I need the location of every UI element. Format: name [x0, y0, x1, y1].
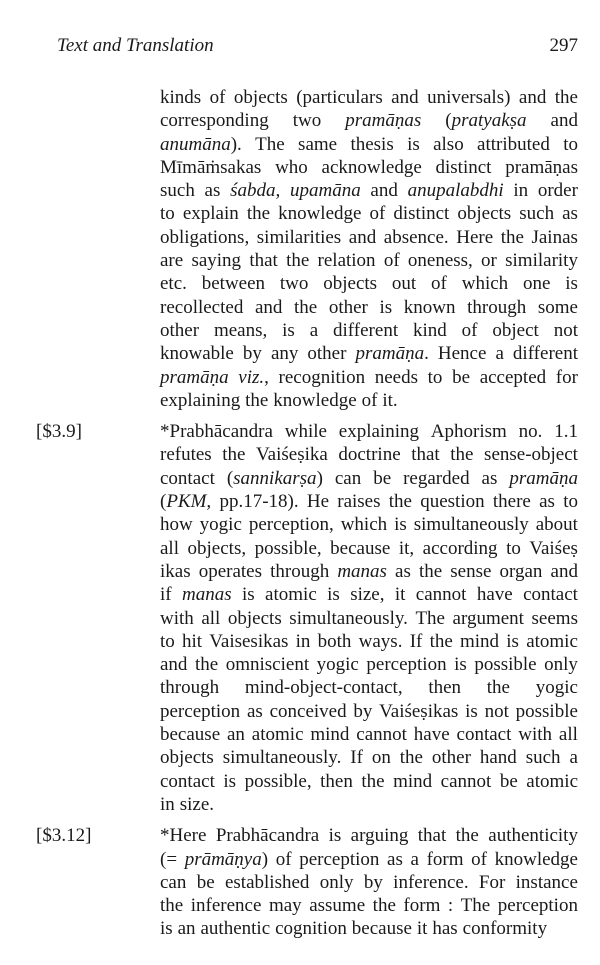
text-line: how yogic perception, which is simultaneously about: [160, 514, 578, 536]
text-line: in size.: [160, 793, 215, 815]
text-line: knowable by any other pramāṇa. Hence a different: [160, 343, 578, 365]
text-line: perception as conceived by Vaiśeṣikas is not possible: [160, 700, 578, 722]
text-line: *Here Prabhācandra is arguing that the authenticity: [160, 825, 578, 847]
text-line: pramāṇa viz., recognition needs to be accepted for: [160, 366, 578, 388]
text-line: *Prabhācandra while explaining Aphorism no. 1.1: [160, 421, 578, 443]
text-line: kinds of objects (particulars and universals) and the: [160, 87, 578, 108]
paragraph-gap: [0, 412, 600, 420]
section-reference-label: [$3.12]: [36, 825, 92, 847]
text-line: refutes the Vaiśeṣika doctrine that the sense-object: [160, 444, 578, 466]
text-line: if manas is atomic is size, it cannot have contact: [160, 584, 578, 606]
text-line: such as śabda, upamāna and anupalabdhi in order: [160, 180, 578, 202]
paragraph-gap: [0, 816, 600, 824]
text-line: obligations, similarities and absence. Here the Jainas: [160, 226, 578, 248]
section-reference-label: [$3.9]: [36, 421, 82, 443]
running-head: [57, 34, 578, 58]
text-line: contact is possible, then the mind cannot be atomic: [160, 770, 578, 792]
text-line: recollected and the other is known through some: [160, 296, 578, 318]
paragraph: [0, 86, 600, 412]
text-line: and the omniscient yogic perception is possible only: [160, 654, 578, 676]
text-line: objects simultaneously. If on the other hand such a: [160, 747, 578, 769]
text-line: because an atomic mind cannot have contact with all: [160, 724, 578, 746]
text-line: etc. between two objects out of which one is: [160, 273, 578, 295]
text-line: Mīmāṁsakas who acknowledge distinct pramāṇas: [160, 156, 578, 178]
page-number: 297: [549, 35, 578, 56]
text-line: is an authentic cognition because it has conformity: [160, 918, 548, 940]
text-line: (= prāmāṇya) of perception as a form of knowledge: [160, 848, 578, 870]
text-line: can be established only by inference. For instance: [160, 871, 578, 893]
text-line: contact (sannikarṣa) can be regarded as pramāṇa: [160, 467, 578, 489]
text-line: explaining the knowledge of it.: [160, 389, 398, 411]
text-line: the inference may assume the form : The perception: [160, 895, 578, 917]
running-head-title: Text and Translation: [57, 35, 214, 56]
text-line: to explain the knowledge of distinct objects such as: [160, 203, 578, 225]
text-line: through mind-object-contact, then the yogic: [160, 677, 578, 699]
paragraph: [0, 824, 600, 940]
text-line: to hit Vaisesikas in both ways. If the mind is atomic: [160, 630, 578, 652]
text-line: other means, is a different kind of object not: [160, 319, 578, 341]
paragraph: [0, 420, 600, 816]
text-line: with all objects simultaneously. The argument seems: [160, 607, 578, 629]
page-body: [0, 86, 600, 941]
text-line: (PKM, pp.17-18). He raises the question there as to: [160, 491, 578, 513]
text-line: anumāna). The same thesis is also attributed to: [160, 133, 578, 155]
text-line: ikas operates through manas as the sense organ and: [160, 560, 578, 582]
text-line: are saying that the relation of oneness, or similarity: [160, 250, 578, 272]
text-line: all objects, possible, because it, according to Vaiśeṣ: [160, 537, 578, 559]
text-line: corresponding two pramāṇas (pratyakṣa and: [160, 110, 578, 132]
